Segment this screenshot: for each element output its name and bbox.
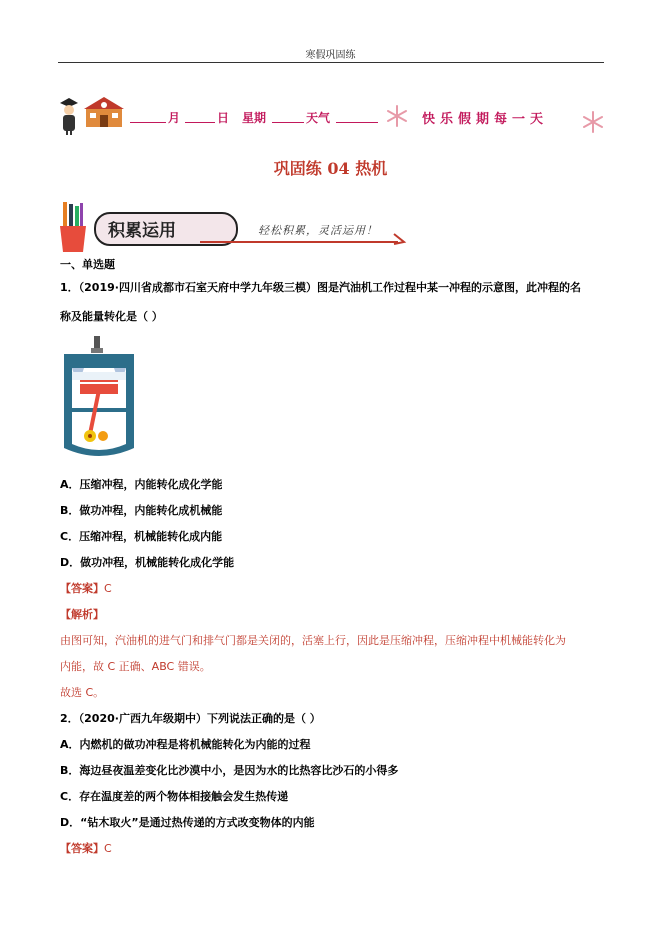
day-label: 日 bbox=[217, 111, 230, 125]
section-slogan: 轻松积累，灵活运用！ bbox=[258, 224, 378, 237]
pencil-cup-icon bbox=[58, 202, 88, 254]
weather-label: 天气 bbox=[306, 111, 331, 125]
q2-option-a: A．内燃机的做功冲程是将机械能转化为内能的过程 bbox=[60, 738, 311, 751]
q1-option-c: C．压缩冲程，机械能转化成内能 bbox=[60, 530, 223, 543]
part-heading: 一、单选题 bbox=[60, 258, 115, 271]
weather-blank bbox=[336, 122, 378, 123]
q1-option-b: B．做功冲程，内能转化成机械能 bbox=[60, 504, 223, 517]
section-banner bbox=[58, 202, 408, 254]
analysis-text-cont: 内能，故 C 正确、ABC 错误。 bbox=[60, 660, 211, 673]
banner-slogan: 快乐假期每一天 bbox=[422, 112, 549, 127]
day-blank bbox=[185, 122, 215, 123]
section-label: 积累运用 bbox=[108, 221, 176, 241]
question-1-stem-cont: 称及能量转化是（ ） bbox=[60, 310, 163, 323]
weekday-label: 星期 bbox=[242, 111, 267, 125]
running-header: 寒假巩固练 bbox=[305, 50, 356, 61]
snowflake-icon bbox=[386, 105, 408, 127]
answer-value: C bbox=[104, 842, 112, 855]
answer-value: C bbox=[104, 582, 112, 595]
swoosh-arrow-icon bbox=[198, 230, 408, 246]
q1-option-d: D．做功冲程，机械能转化成化学能 bbox=[60, 556, 235, 569]
q2-answer-line bbox=[60, 840, 112, 856]
school-icon bbox=[82, 95, 126, 129]
question-2-stem: 2．（2020·广西九年级期中）下列说法正确的是（ ） bbox=[60, 712, 321, 725]
q2-option-b: B．海边昼夜温差变化比沙漠中小，是因为水的比热容比沙石的小得多 bbox=[60, 764, 399, 777]
q1-answer-line bbox=[60, 580, 112, 596]
q2-option-c: C．存在温度差的两个物体相接触会发生热传递 bbox=[60, 790, 289, 803]
question-1-stem: 1．（2019·四川省成都市石室天府中学九年级三模）图是汽油机工作过程中某一冲程的示意图，此冲程的名 bbox=[60, 281, 581, 294]
answer-tag: 【答案】 bbox=[60, 842, 104, 855]
month-blank bbox=[130, 122, 166, 123]
graduate-icon bbox=[58, 95, 80, 135]
conclusion: 故选 C。 bbox=[60, 686, 105, 699]
weekday-blank bbox=[272, 122, 304, 123]
answer-tag: 【答案】 bbox=[60, 582, 104, 595]
analysis-tag: 【解析】 bbox=[60, 608, 104, 621]
month-label: 月 bbox=[168, 111, 181, 125]
analysis-text: 由图可知，汽油机的进气门和排气门都是关闭的，活塞上行，因此是压缩冲程，压缩冲程中机械能转化为 bbox=[60, 634, 566, 647]
page-title: 巩固练 04 热机 bbox=[273, 159, 388, 178]
date-banner bbox=[58, 95, 618, 135]
engine-diagram bbox=[60, 336, 138, 461]
q2-option-d: D．“钻木取火”是通过热传递的方式改变物体的内能 bbox=[60, 816, 315, 829]
snowflake-icon bbox=[582, 111, 604, 133]
q1-option-a: A．压缩冲程，内能转化成化学能 bbox=[60, 478, 223, 491]
header-rule bbox=[58, 62, 604, 63]
